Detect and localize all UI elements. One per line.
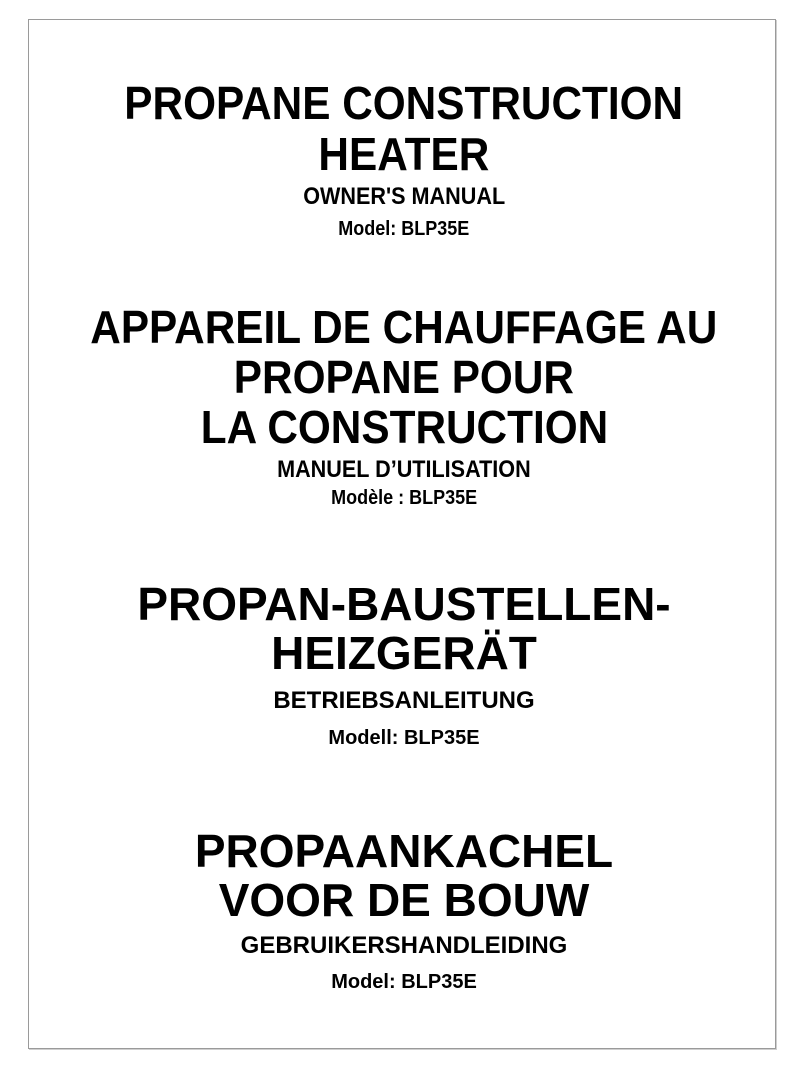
title-text: APPAREIL DE CHAUFFAGE AU: [90, 301, 718, 353]
title-line: [0, 351, 808, 403]
title-line: [0, 825, 808, 877]
subtitle-text: GEBRUIKERSHANDLEIDING: [240, 932, 568, 959]
title-line: [0, 301, 808, 353]
model-label: [0, 219, 808, 239]
title-line: [0, 128, 808, 180]
title-line: [0, 874, 808, 926]
model-text: Modèle : BLP35E: [330, 487, 478, 509]
model-text: Modell: BLP35E: [328, 727, 480, 749]
title-line: [0, 401, 808, 453]
title-text: VOOR DE BOUW: [218, 874, 590, 926]
title-line: [0, 627, 808, 679]
subtitle-text: MANUEL D’UTILISATION: [277, 456, 531, 483]
title-text: PROPAN-BAUSTELLEN-: [137, 578, 671, 630]
title-text: HEIZGERÄT: [271, 627, 537, 679]
model-label: [0, 728, 808, 748]
model-text: Model: BLP35E: [338, 218, 470, 240]
subtitle: [0, 934, 808, 958]
title-line: [0, 77, 808, 129]
title-text: HEATER: [318, 128, 490, 180]
title-text: LA CONSTRUCTION: [200, 401, 608, 453]
title-line: [0, 578, 808, 630]
subtitle: [0, 185, 808, 209]
model-text: Model: BLP35E: [331, 971, 477, 993]
title-text: PROPANE POUR: [233, 351, 575, 403]
title-text: PROPANE CONSTRUCTION: [124, 77, 684, 129]
subtitle: [0, 458, 808, 482]
subtitle: [0, 689, 808, 713]
subtitle-text: BETRIEBSANLEITUNG: [273, 687, 535, 714]
model-label: [0, 972, 808, 992]
title-text: PROPAANKACHEL: [194, 825, 614, 877]
model-label: [0, 488, 808, 508]
subtitle-text: OWNER'S MANUAL: [303, 183, 505, 210]
